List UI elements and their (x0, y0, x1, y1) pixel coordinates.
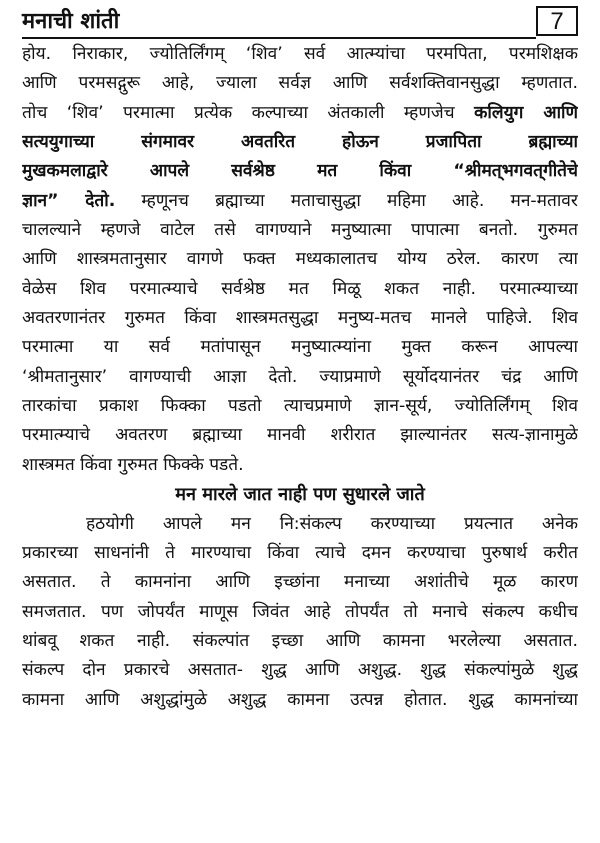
text-line: थांबवू शकत नाही. संकल्पांत इच्छा आणि कामना भरलेल्या असतात. (22, 630, 578, 651)
text-line: अवतरणानंतर गुरुमत किंवा शास्त्रमतसुद्धा मनुष्य-मतच मानले पाहिजे. शिव (22, 308, 578, 329)
text-line: होय. निराकार, ज्योतिर्लिंगम् ‘शिव’ सर्व आत्म्यांचा परमपिता, परमशिक्षक (22, 44, 578, 64)
text-line: तारकांचा प्रकाश फिक्का पडतो त्याचप्रमाणे ज्ञान-सूर्य, ज्योतिर्लिंगम् शिव (22, 396, 578, 417)
page-body (22, 40, 578, 715)
text-line: कामना आणि अशुद्धांमुळे अशुद्ध कामना उत्पन्न होतात. शुद्ध कामनांच्या (22, 689, 578, 710)
text-line: परमात्म्याचे अवतरण ब्रह्माच्या मानवी शरीरात झाल्यानंतर सत्य-ज्ञानामुळे (22, 425, 578, 446)
paragraph-2 (22, 510, 578, 715)
text-line: परमात्मा या सर्व मतांपासून मनुष्यात्म्यांना मुक्त करून आपल्या (22, 337, 578, 358)
text-line: हठयोगी आपले मन नि:संकल्प करण्याच्या प्रयत्नात अनेक (86, 513, 578, 534)
paragraph-1 (22, 40, 578, 480)
text-line (22, 99, 578, 128)
page-header (22, 6, 578, 40)
text-line: वेळेस शिव परमात्म्याचे सर्वश्रेष्ठ मत मिळू शकत नाही. परमात्म्याच्या (22, 278, 578, 299)
text-line: संकल्प दोन प्रकारचे असतात- शुद्ध आणि अशुद्ध. शुद्ध संकल्पांमुळे शुद्ध (22, 660, 578, 681)
text-line (22, 187, 578, 216)
text-line: ‘श्रीमतानुसार’ वागण्याची आज्ञा देतो. ज्याप्रमाणे सूर्योदयानंतर चंद्र आणि (22, 366, 578, 387)
text-line: समजतात. पण जोपर्यंत माणूस जिवंत आहे तोपर्यंत तो मनाचे संकल्प कधीच (22, 601, 578, 622)
text-line: शास्त्रमत किंवा गुरुमत फिक्के पडते. (22, 454, 244, 475)
running-title: मनाची शांती (22, 9, 120, 34)
text-line: आणि परमसद्गुरू आहे, ज्याला सर्वज्ञ आणि सर्वशक्तिवानसुद्धा म्हणतात. (22, 73, 578, 94)
text-line: चालल्याने म्हणजे वाटेल तसे वागण्याने मनुष्यात्मा पापात्मा बनतो. गुरुमत (22, 220, 578, 241)
text-span: म्हणूनच ब्रह्माच्या मताचासुद्धा महिमा आहे. मन-मतावर (115, 190, 578, 211)
text-line: प्रकारच्या साधनांनी ते मारण्याचा किंवा त्याचे दमन करण्याचा पुरुषार्थ करीत (22, 542, 578, 563)
header-rule (22, 37, 536, 39)
text-line: आणि शास्त्रमतानुसार वागणे फक्त मध्यकालातच योग्य ठरेल. कारण त्या (22, 249, 578, 270)
text-span: तोच ‘शिव’ परमात्मा प्रत्येक कल्पाच्या अंतकाली म्हणजेच (22, 102, 475, 123)
bold-text-line: मुखकमलाद्वारे आपले सर्वश्रेष्ठ मत किंवा “श्रीमत्‌भगवत्‌गीतेचे (22, 161, 578, 182)
page-number: 7 (536, 6, 578, 36)
bold-text-line: सत्ययुगाच्या संगमावर अवतरित होऊन प्रजापिता ब्रह्माच्या (22, 132, 578, 153)
section-heading: मन मारले जात नाही पण सुधारले जाते (175, 484, 425, 506)
bold-text-span: ज्ञान” देतो. (22, 190, 116, 211)
text-line: असतात. ते कामनांना आणि इच्छांना मनाच्या अशांतीचे मूळ कारण (22, 572, 578, 593)
bold-text-span: कलियुग आणि (474, 102, 578, 123)
